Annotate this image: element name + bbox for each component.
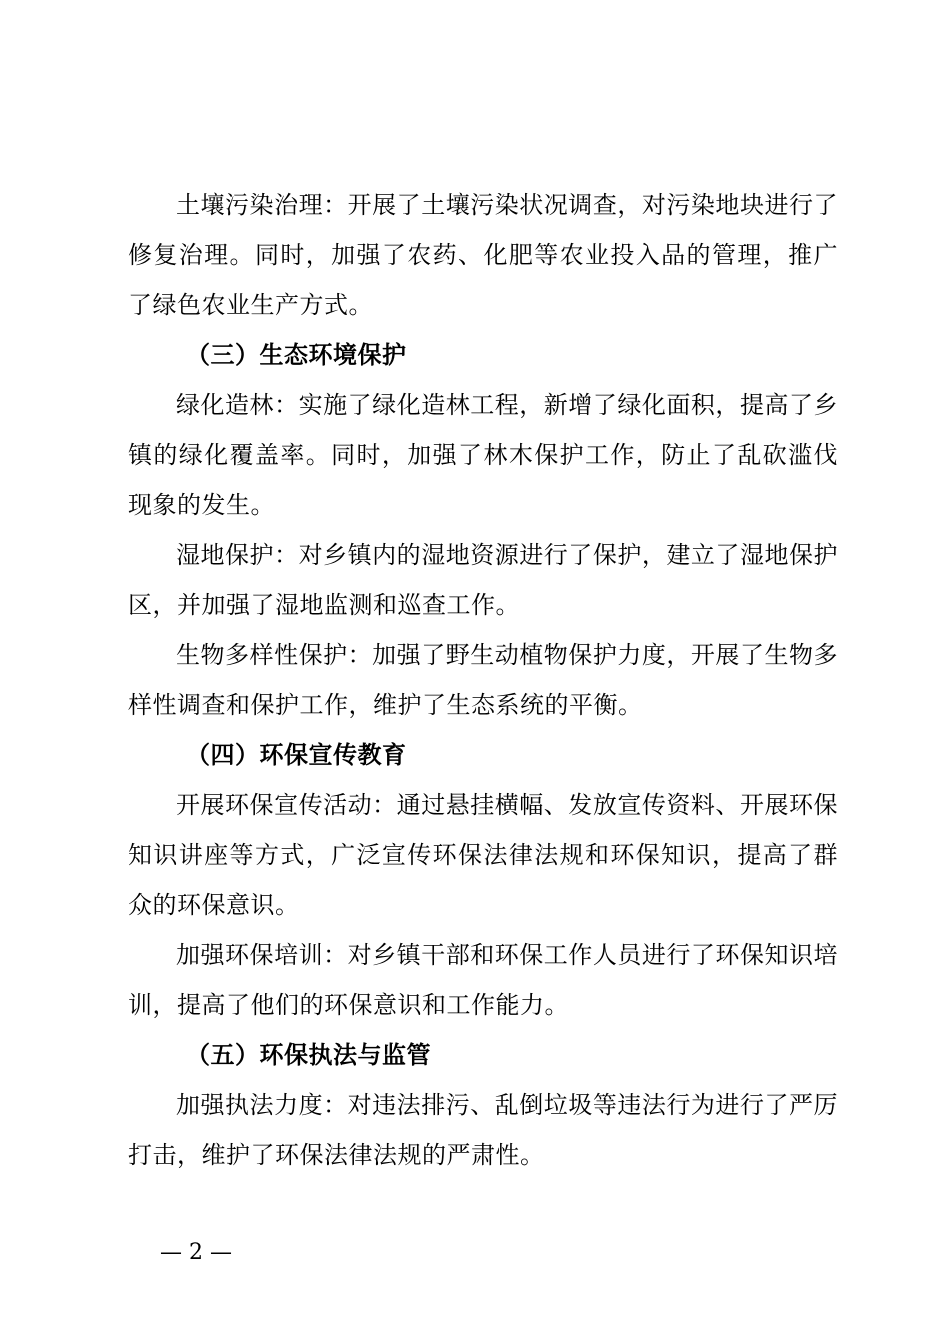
- paragraph-enforcement: 加强执法力度：对违法排污、乱倒垃圾等违法行为进行了严厉打击，维护了环保法律法规的严肃性。: [128, 1091, 838, 1169]
- page-number: — 2 —: [160, 1240, 232, 1265]
- paragraph-afforestation: 绿化造林：实施了绿化造林工程，新增了绿化面积，提高了乡镇的绿化覆盖率。同时，加强了林木保护工作，防止了乱砍滥伐现象的发生。: [128, 391, 838, 519]
- paragraph-biodiversity: 生物多样性保护：加强了野生动植物保护力度，开展了生物多样性调查和保护工作，维护了生态系统的平衡。: [128, 641, 838, 719]
- section-heading-education: （四）环保宣传教育: [186, 741, 407, 769]
- paragraph-wetland-protection: 湿地保护：对乡镇内的湿地资源进行了保护，建立了湿地保护区，并加强了湿地监测和巡查工作。: [128, 541, 838, 619]
- section-heading-ecology: （三）生态环境保护: [186, 341, 407, 369]
- document-body: [128, 180, 838, 1180]
- section-heading-enforcement: （五）环保执法与监管: [186, 1041, 431, 1069]
- paragraph-soil-pollution: 土壤污染治理：开展了土壤污染状况调查，对污染地块进行了修复治理。同时，加强了农药、化肥等农业投入品的管理，推广了绿色农业生产方式。: [128, 191, 838, 319]
- paragraph-training: 加强环保培训：对乡镇干部和环保工作人员进行了环保知识培训，提高了他们的环保意识和工作能力。: [128, 941, 838, 1019]
- paragraph-publicity: 开展环保宣传活动：通过悬挂横幅、发放宣传资料、开展环保知识讲座等方式，广泛宣传环保法律法规和环保知识，提高了群众的环保意识。: [128, 791, 838, 919]
